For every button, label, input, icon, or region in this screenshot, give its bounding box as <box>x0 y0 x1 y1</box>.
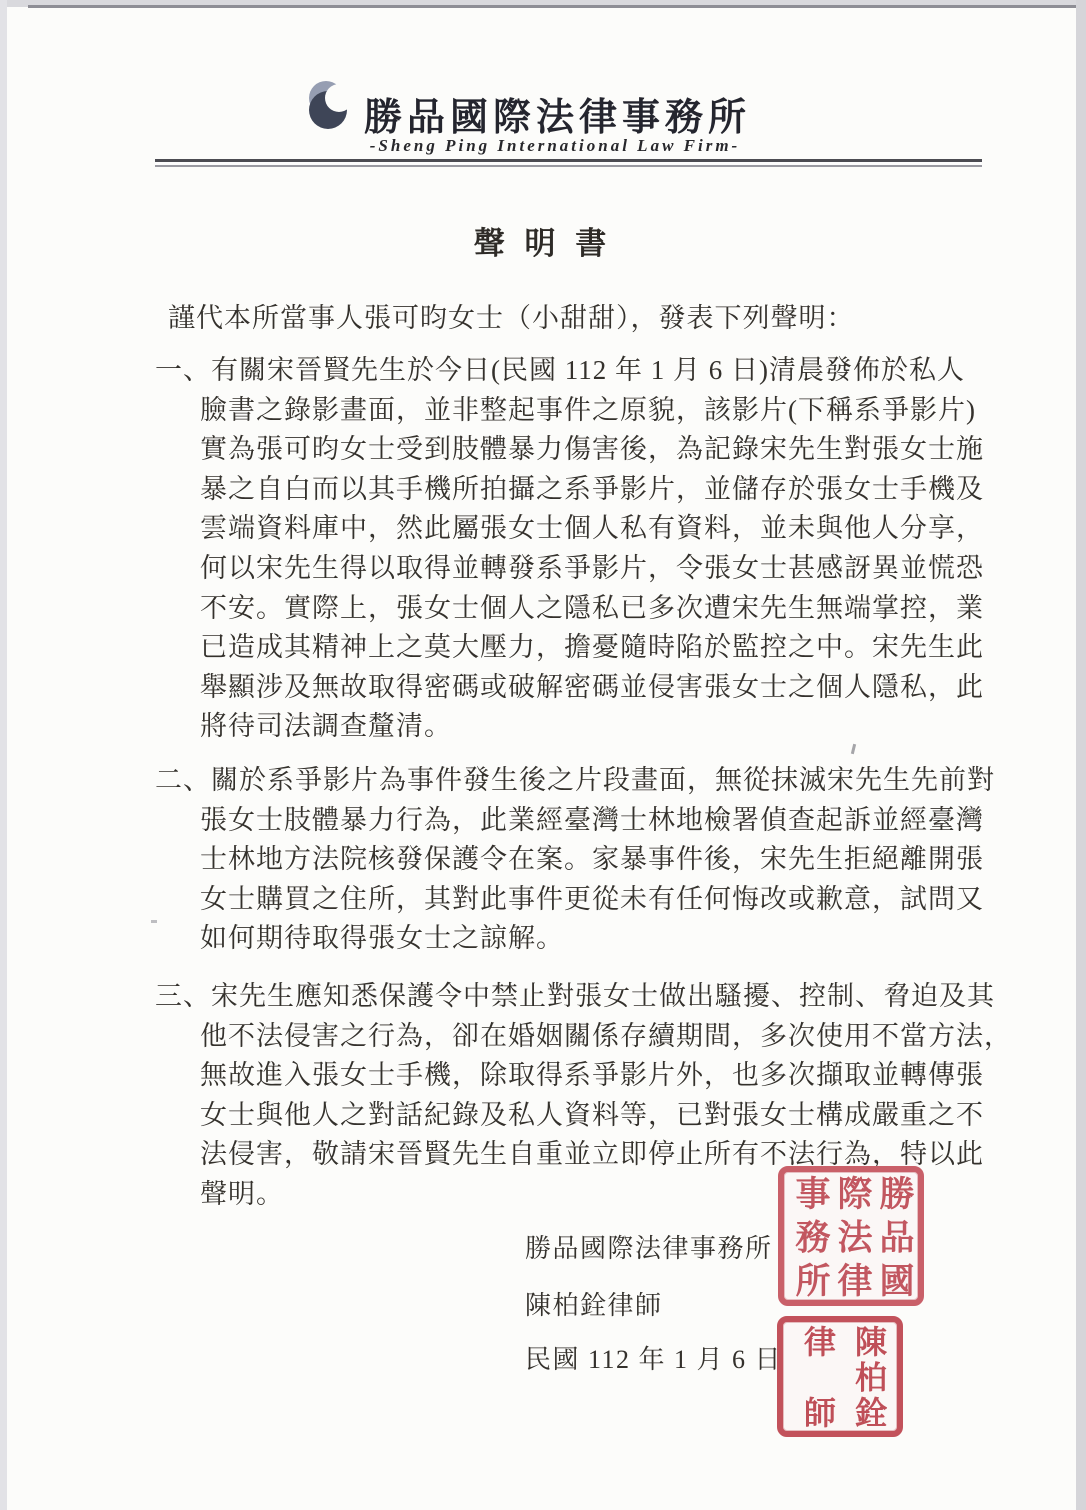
paragraph-line: 何以宋先生得以取得並轉發系爭影片，令張女士甚感訝異並慌恐 <box>200 552 984 583</box>
paragraph-number: 二、 <box>155 764 211 795</box>
firm-name-chinese: 勝品國際法律事務所 <box>364 97 752 139</box>
crescent-moon-logo-icon <box>301 76 359 140</box>
paragraph-line: 聲明。 <box>200 1178 284 1209</box>
paragraph-line: 暴之自白而以其手機所拍攝之系爭影片，並儲存於張女士手機及 <box>200 473 984 504</box>
paragraph-line: 臉書之錄影畫面，並非整起事件之原貌，該影片(下稱系爭影片) <box>200 394 976 425</box>
paragraph-line-text: 有關宋晉賢先生於今日(民國 112 年 1 月 6 日)清晨發佈於私人 <box>211 355 965 385</box>
statement-paragraph-2 <box>155 761 995 959</box>
signature-date: 民國 112 年 1 月 6 日 <box>525 1345 783 1374</box>
firm-name-english: -Sheng Ping International Law Firm- <box>369 136 741 155</box>
signature-firm-name: 勝品國際法律事務所 <box>525 1234 773 1263</box>
statement-body <box>155 351 1012 1214</box>
paragraph-line: 無故進入張女士手機，除取得系爭影片外，也多次擷取並轉傳張 <box>200 1060 984 1091</box>
paragraph-line: 雲端資料庫中，然此屬張女士個人私有資料，並未與他人分享， <box>200 513 984 544</box>
paragraph-line: 女士與他人之對話紀錄及私人資料等，已對張女士構成嚴重之不 <box>200 1099 984 1130</box>
paragraph-line: 如何期待取得張女士之諒解。 <box>200 923 564 954</box>
statement-paragraph-1 <box>155 351 984 747</box>
signature-lawyer-name: 陳柏銓律師 <box>525 1291 663 1320</box>
paragraph-number: 一、 <box>155 355 211 385</box>
lawyer-seal-text: 陳柏銓律師 <box>800 1325 887 1428</box>
intro-line: 謹代本所當事人張可昀女士（小甜甜），發表下列聲明： <box>168 303 855 333</box>
paragraph-number: 三、 <box>155 980 211 1011</box>
letterhead-divider <box>155 159 982 167</box>
paragraph-line-text: 關於系爭影片為事件發生後之片段畫面，無從抹滅宋先生先前對 <box>211 764 995 795</box>
paragraph-line: 女士購買之住所，其對此事件更從未有任何悔改或歉意，試問又 <box>200 883 984 914</box>
scan-speck <box>151 920 157 923</box>
paragraph-line: 不安。實際上，張女士個人之隱私已多次遭宋先生無端掌控，業 <box>200 592 984 623</box>
paragraph-line <box>155 351 965 391</box>
paragraph-line: 張女士肢體暴力行為，此業經臺灣士林地檢署偵查起訴並經臺灣 <box>200 804 984 835</box>
paragraph-line: 士林地方法院核發保護令在案。家暴事件後，宋先生拒絕離開張 <box>200 844 984 875</box>
scan-edge-top-line <box>28 5 1086 8</box>
firm-seal-stamp <box>778 1166 924 1306</box>
paragraph-line: 他不法侵害之行為，卻在婚姻關係存續期間，多次使用不當方法， <box>200 1020 1012 1051</box>
paragraph-line <box>155 977 995 1017</box>
paragraph-line: 實為張可昀女士受到肢體暴力傷害後，為記錄宋先生對張女士施 <box>200 434 984 465</box>
paragraph-line: 已造成其精神上之莫大壓力，擔憂隨時陷於監控之中。宋先生此 <box>200 632 984 663</box>
document-title: 聲 明 書 <box>473 226 613 261</box>
paragraph-line: 將待司法調查釐清。 <box>200 711 452 742</box>
firm-seal-text: 勝品國際法律事務所 <box>791 1175 914 1297</box>
lawyer-seal-stamp <box>777 1316 903 1437</box>
paragraph-line: 舉顯涉及無故取得密碼或破解密碼並侵害張女士之個人隱私，此 <box>200 671 984 702</box>
paragraph-line <box>155 761 995 801</box>
paragraph-line-text: 宋先生應知悉保護令中禁止對張女士做出騷擾、控制、脅迫及其 <box>211 980 995 1011</box>
paragraph-line: 法侵害，敬請宋晉賢先生自重並立即停止所有不法行為，特以此 <box>200 1139 984 1170</box>
